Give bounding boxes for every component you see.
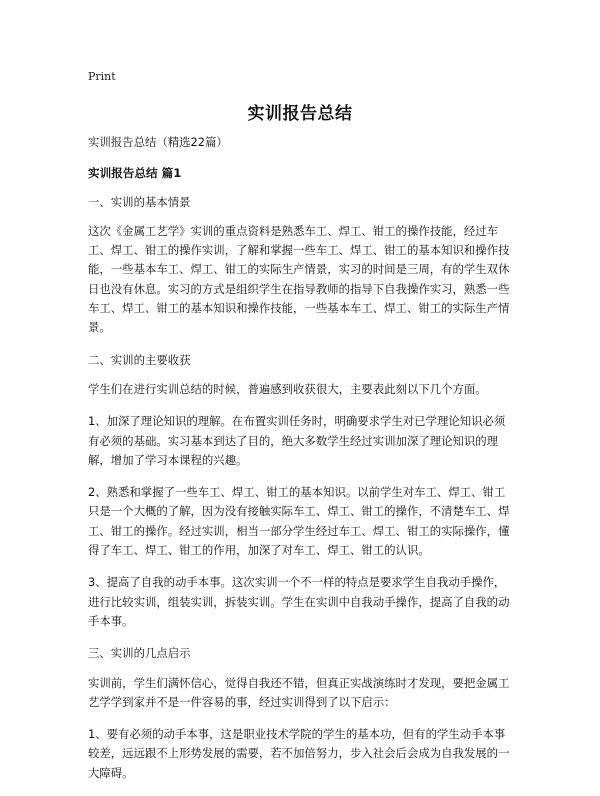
heading-main-gains: 二、实训的主要收获 [88,352,191,367]
paragraph-gain-3: 3、提高了自我的动手本事。这次实训一个不一样的特点是要求学生自我动手操作，进行比较实训，组装实训，拆装实训。学生在实训中自我动手操作，提高了自我的动手本事。 [88,575,510,628]
heading-basic-situation: 一、实训的基本情景 [88,194,191,209]
paragraph-gain-1: 1、加深了理论知识的理解。在布置实训任务时，明确要求学生对已学理论知识必须有必须的基础。实习基本到达了目的，绝大多数学生经过实训加深了理论知识的理解，增加了学习本课程的兴趣。 [88,414,506,467]
paragraph-gains-intro: 学生们在进行实训总结的时候，普遍感到收获很大，主要表此刻以下几个方面。 [88,381,487,396]
section-title: 实训报告总结 篇1 [88,166,182,181]
paragraph-insight-1: 1、要有必须的动手本事，这是职业技术学院的学生的基本功，但有的学生动手本事较差，远远跟不上形势发展的需要，若不加倍努力，步入社会后会成为自我发展的一大障碍。 [88,727,510,780]
paragraph-intro: 这次《金属工艺学》实训的重点资料是熟悉车工、焊工、钳工的操作技能，经过车工、焊工、钳工的操作实训，了解和掌握一些车工、焊工、钳工的基本知识和操作技能，一些基本车工、焊工、钳工的实际生产情景，实习的时间是三周，有的学生双休日也没有休息。实习的方式是组织学生在指导教师的指导下自我操作实习，熟悉一些车工、焊工、钳工的基本知识和操作技能，一些基本车工、焊工、钳工的实际生产情景。 [88,223,510,335]
subtitle: 实训报告总结（精选22篇） [88,135,228,149]
document-body [88,133,516,796]
paragraph-insights-intro: 实训前，学生们满怀信心，觉得自我还不错，但真正实战演练时才发现，要把金属工艺学学到家并不是一件容易的事，经过实训得到了以下启示： [88,675,510,709]
page-title: 实训报告总结 [247,104,353,124]
heading-insights: 三、实训的几点启示 [88,646,191,661]
paragraph-gain-2: 2、熟悉和掌握了一些车工、焊工、钳工的基本知识。以前学生对车工、焊工、钳工只是一个大概的了解，因为没有接触实际车工、焊工、钳工的操作，不清楚车工、焊工、钳工的操作。经过实训，相当一部分学生经过车工、焊工、钳工的实际操作，懂得了车工、焊工、钳工的作用，加深了对车工、焊工、钳工的认识。 [88,485,510,558]
print-label: Print [88,70,116,83]
